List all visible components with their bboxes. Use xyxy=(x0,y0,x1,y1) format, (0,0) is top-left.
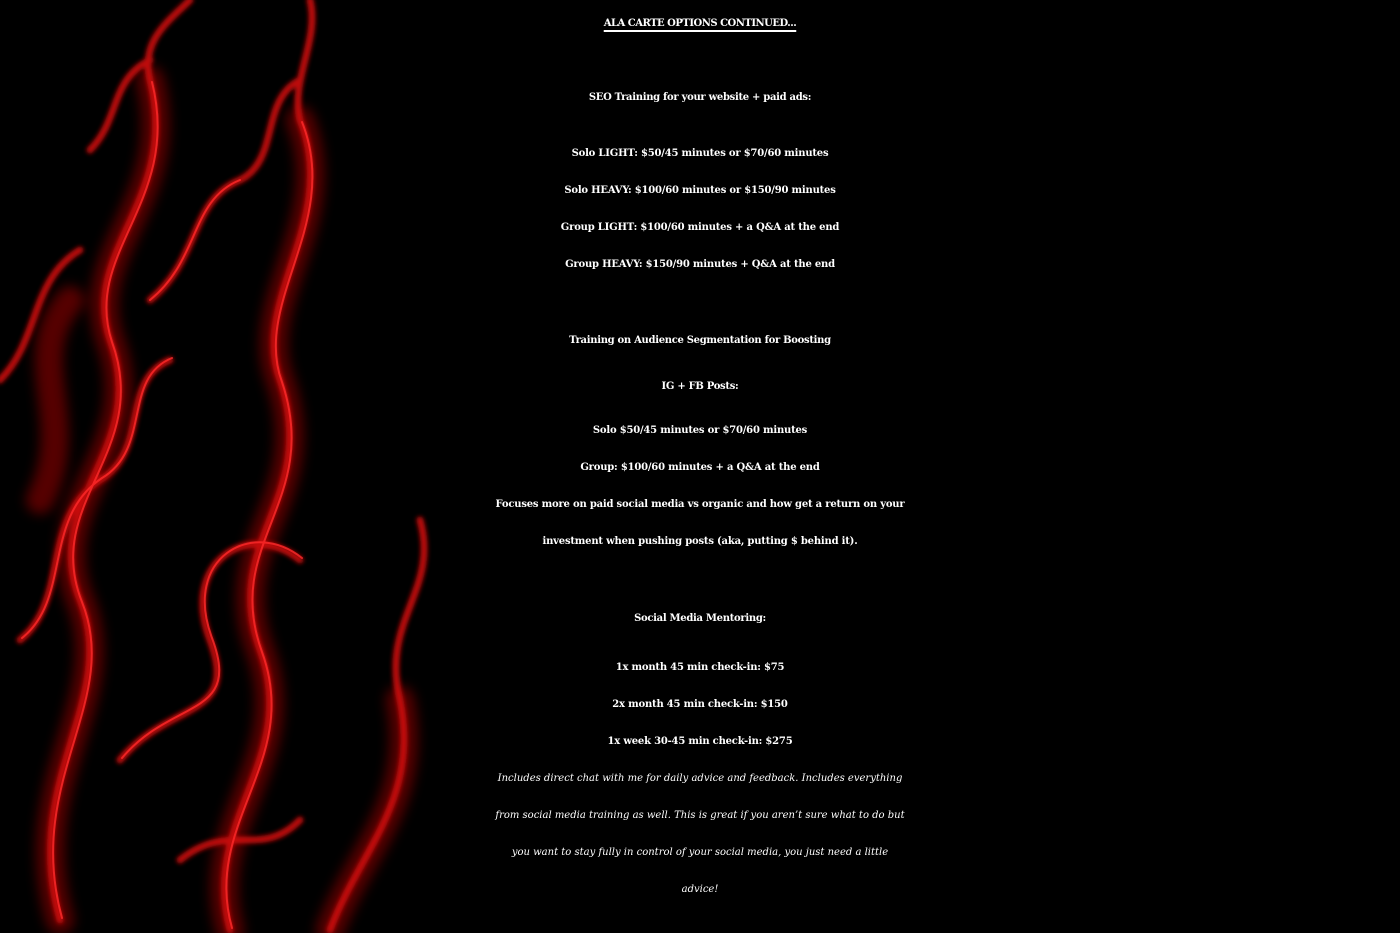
seo-price-line: Group HEAVY: $150/90 minutes + Q&A at the end xyxy=(565,259,835,270)
seo-price-line: Group LIGHT: $100/60 minutes + a Q&A at the end xyxy=(560,222,840,233)
mentoring-note: Includes direct chat with me for daily advice and feedback. Includes everything xyxy=(497,773,903,784)
audience-price-line: Group: $100/60 minutes + a Q&A at the end xyxy=(580,462,820,473)
mentoring-note: you want to stay fully in control of your social media, you just need a little xyxy=(511,847,889,858)
audience-price-line: Solo $50/45 minutes or $70/60 minutes xyxy=(592,425,808,436)
seo-price-line: Solo LIGHT: $50/45 minutes or $70/60 minutes xyxy=(571,148,829,159)
mentoring-price-line: 1x month 45 min check-in: $75 xyxy=(615,662,785,673)
mentoring-price-line: 2x month 45 min check-in: $150 xyxy=(612,699,788,710)
audience-training-heading: Training on Audience Segmentation for Boosting xyxy=(569,335,831,346)
page-title: ALA CARTE OPTIONS CONTINUED... xyxy=(603,18,797,29)
mentoring-note: from social media training as well. This is great if you aren’t sure what to do but xyxy=(495,810,905,821)
seo-price-line: Solo HEAVY: $100/60 minutes or $150/90 minutes xyxy=(564,185,836,196)
audience-description: Focuses more on paid social media vs organic and how get a return on your xyxy=(495,499,905,510)
mentoring-heading: Social Media Mentoring: xyxy=(634,613,766,624)
mentoring-price-line: 1x week 30-45 min check-in: $275 xyxy=(607,736,793,747)
seo-training-heading: SEO Training for your website + paid ads: xyxy=(588,92,812,103)
audience-training-heading: IG + FB Posts: xyxy=(661,381,739,392)
audience-description: investment when pushing posts (aka, putting $ behind it). xyxy=(542,536,858,547)
mentoring-note: advice! xyxy=(681,884,719,895)
